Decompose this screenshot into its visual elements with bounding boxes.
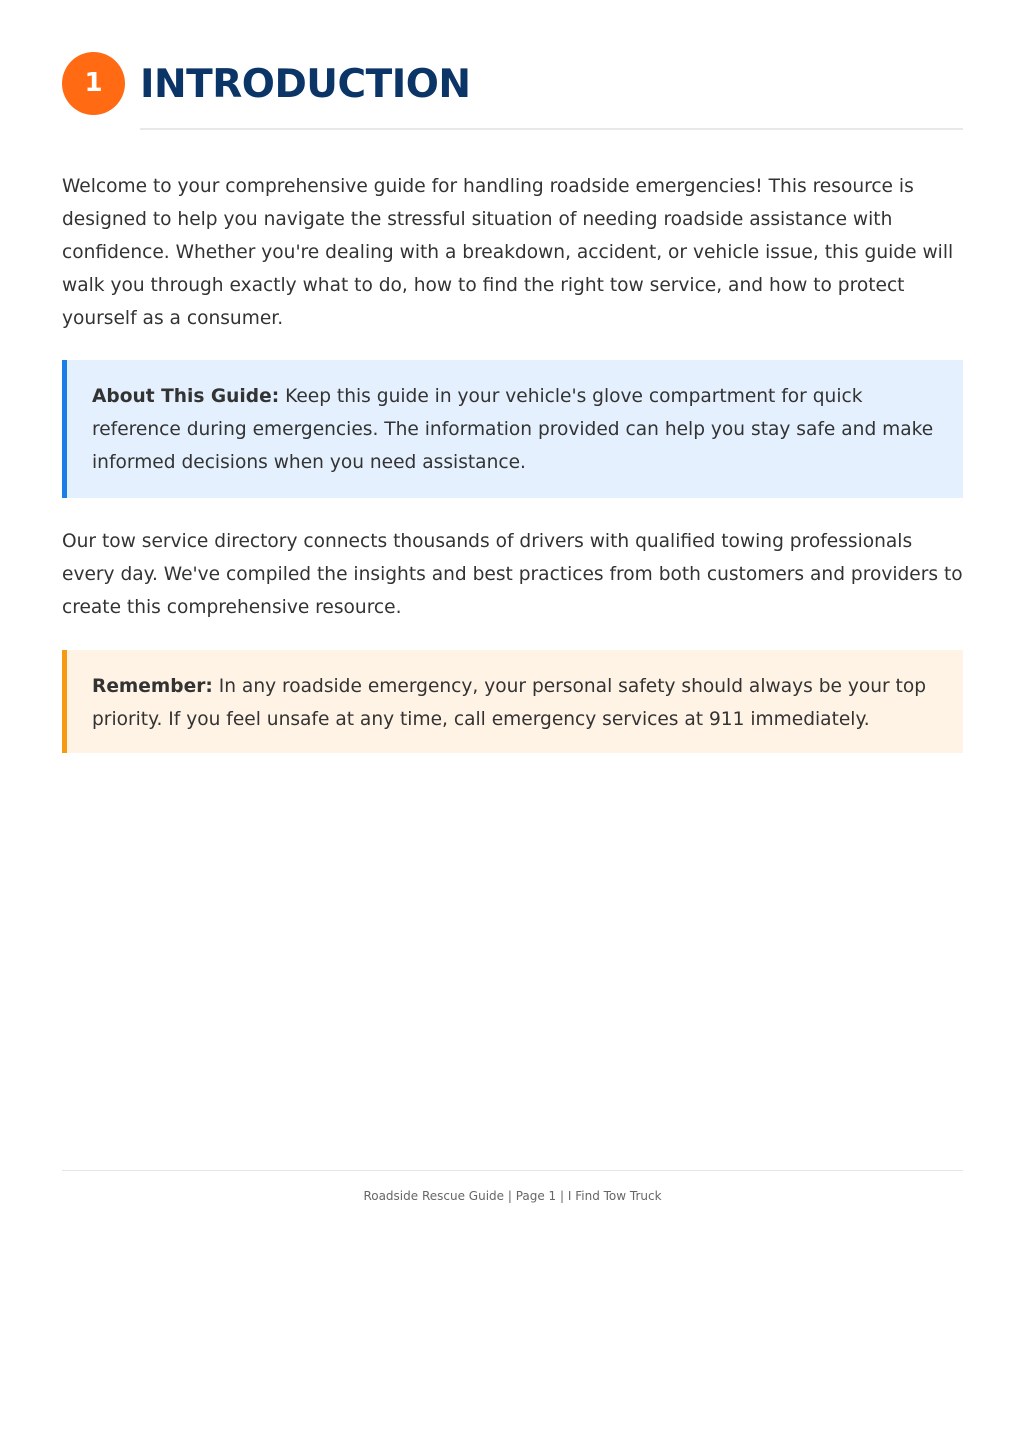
title-divider (140, 128, 963, 130)
remember-callout (62, 650, 963, 753)
remember-body: In any roadside emergency, your personal safety should always be your top priority. If you feel unsafe at any time, call emergency services at 911 immediately. (92, 676, 927, 730)
intro-paragraph: Welcome to your comprehensive guide for handling roadside emergencies! This resource is designed to help you navigate the stressful situation of needing roadside assistance with confidence. Whether you're dealing with a breakdown, accident, or vehicle issue, this guide will walk you through exactly what to do, how to find the right tow service, and how to protect yourself as a consumer. (62, 176, 954, 329)
directory-paragraph: Our tow service directory connects thousands of drivers with qualified towing professionals every day. We've compiled the insights and best practices from both customers and providers to create this comprehensive resource. (62, 531, 963, 618)
page-footer: Roadside Rescue Guide | Page 1 | I Find Tow Truck (363, 1189, 662, 1203)
chapter-header (62, 52, 963, 132)
about-guide-label: About This Guide: (92, 386, 280, 407)
chapter-title: INTRODUCTION (140, 62, 471, 107)
about-guide-text (92, 380, 939, 479)
remember-text (92, 670, 939, 736)
about-guide-body: Keep this guide in your vehicle's glove compartment for quick reference during emergencies. The information provided can help you stay safe and make informed decisions when you need assistance. (92, 386, 934, 473)
chapter-number-badge: 1 (62, 52, 125, 115)
remember-label: Remember: (92, 676, 213, 697)
about-guide-callout (62, 360, 963, 498)
footer-divider (62, 1170, 963, 1171)
